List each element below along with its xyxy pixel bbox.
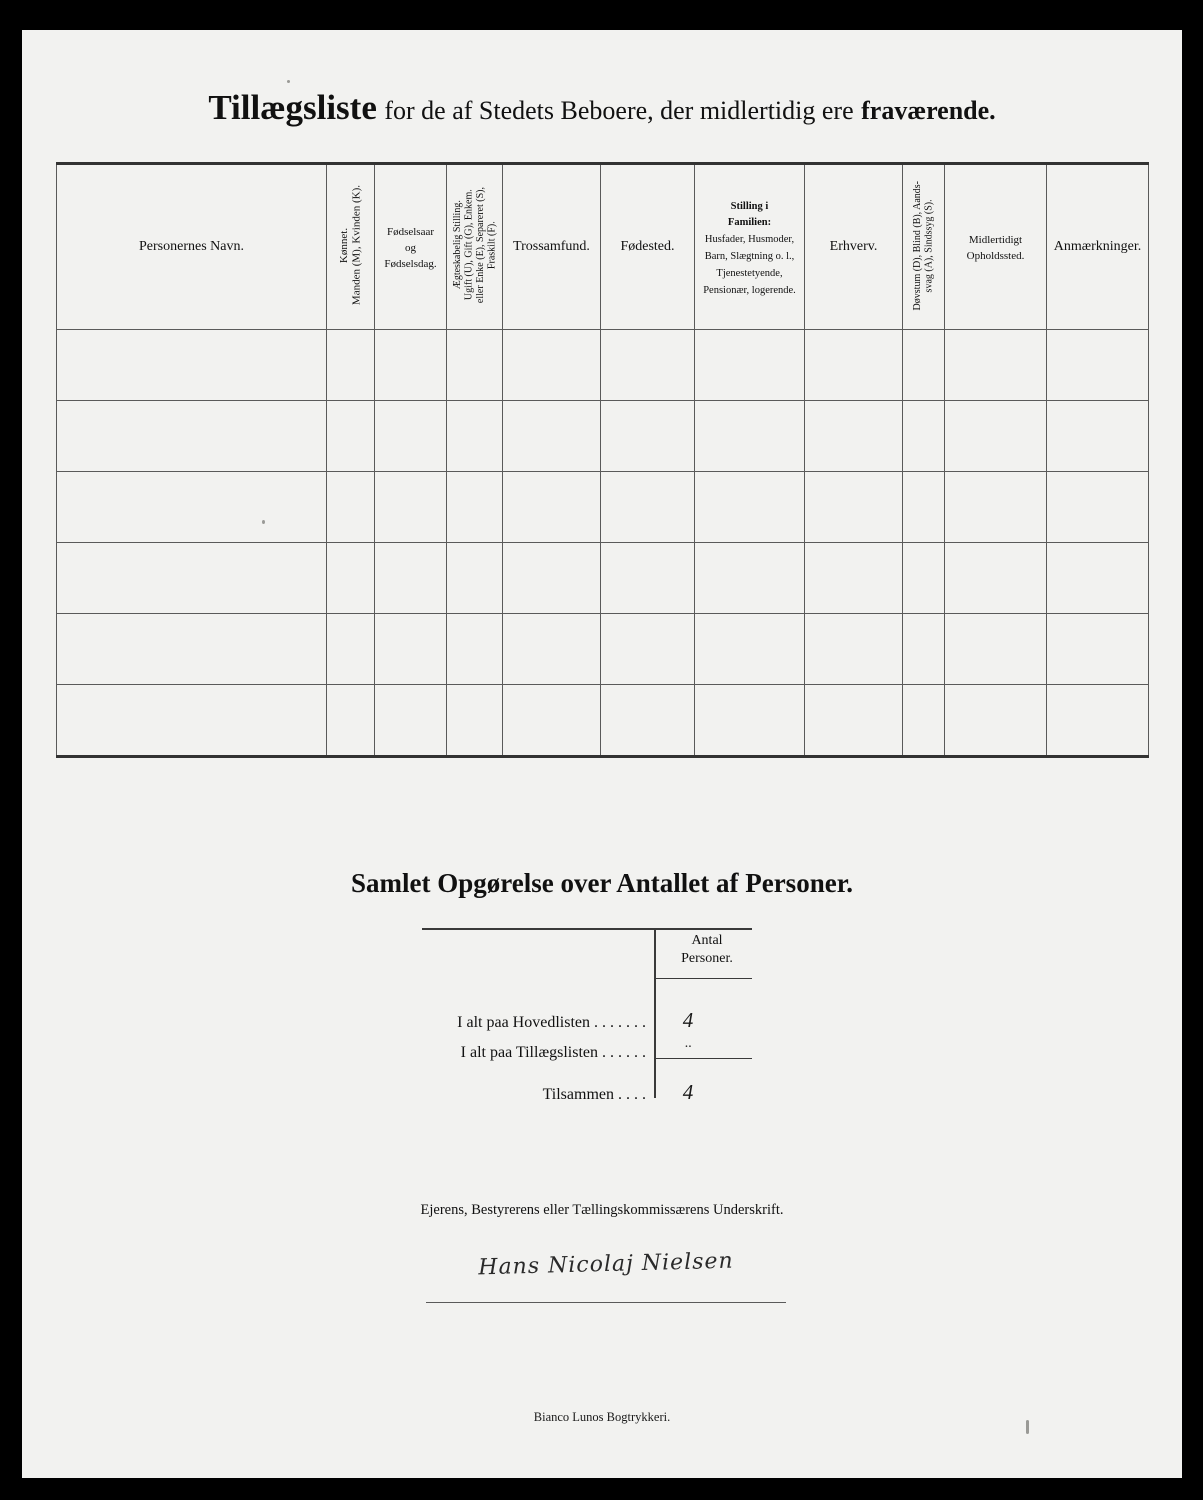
column-header-aegteskabelig-stilling: Ægteskabelig Stilling. Ugift (U), Gift (G), Enkem. eller Enke (E), Separeret (S), Fraskilt (F).: [447, 164, 503, 330]
column-header-trossamfund: Trossamfund.: [503, 164, 601, 330]
column-header-konnet: Kønnet. Manden (M), Kvinden (K).: [327, 164, 375, 330]
column-header-stilling-i-familien: Stilling i Familien: Husfader, Husmoder, Barn, Slægtning o. l., Tjenestetyende, Pensionær, logerende.: [695, 164, 805, 330]
column-header-dovstum-blind: Døvstum (D), Blind (B), Aands- svag (A), Sindssyg (S).: [903, 164, 945, 330]
cell-konnet[interactable]: [327, 472, 375, 543]
table-row[interactable]: [57, 614, 1149, 685]
cell-trossamfund[interactable]: [503, 543, 601, 614]
cell-trossamfund[interactable]: [503, 685, 601, 757]
residents-table: [56, 162, 1149, 758]
cell-trossamfund[interactable]: [503, 401, 601, 472]
cell-fodested[interactable]: [601, 614, 695, 685]
cell-konnet[interactable]: [327, 614, 375, 685]
census-form-page: [22, 30, 1182, 1478]
cell-stilling[interactable]: [695, 614, 805, 685]
cell-fodselsaar[interactable]: [375, 330, 447, 401]
summary-row-value-tilsammen: 4: [682, 1080, 694, 1104]
summary-header-rule: [654, 978, 752, 979]
cell-aegteskabelig[interactable]: [447, 543, 503, 614]
cell-aegteskabelig[interactable]: [447, 330, 503, 401]
cell-fodested[interactable]: [601, 330, 695, 401]
cell-aegteskabelig[interactable]: [447, 685, 503, 757]
cell-trossamfund[interactable]: [503, 330, 601, 401]
column-header-erhverv: Erhverv.: [805, 164, 903, 330]
cell-konnet[interactable]: [327, 401, 375, 472]
cell-navn[interactable]: [57, 330, 327, 401]
paper-speck: [287, 80, 290, 83]
cell-anmaerkninger[interactable]: [1047, 543, 1149, 614]
cell-opholdssted[interactable]: [945, 401, 1047, 472]
cell-konnet[interactable]: [327, 685, 375, 757]
cell-trossamfund[interactable]: [503, 614, 601, 685]
cell-anmaerkninger[interactable]: [1047, 685, 1149, 757]
cell-fodested[interactable]: [601, 472, 695, 543]
cell-opholdssted[interactable]: [945, 472, 1047, 543]
cell-navn[interactable]: [57, 614, 327, 685]
signature-handwriting: Hans Nicolaj Nielsen: [478, 1248, 734, 1281]
cell-stilling[interactable]: [695, 685, 805, 757]
cell-fodested[interactable]: [601, 543, 695, 614]
table-header-row: [57, 164, 1149, 330]
residents-table-wrap: [56, 162, 1148, 758]
summary-row-value-tillaegslisten: ··: [684, 1040, 692, 1055]
cell-navn[interactable]: [57, 685, 327, 757]
cell-anmaerkninger[interactable]: [1047, 401, 1149, 472]
page-title-emphasis: fraværende.: [861, 96, 996, 125]
cell-navn[interactable]: [57, 401, 327, 472]
printer-credit: Bianco Lunos Bogtrykkeri.: [533, 1410, 671, 1424]
table-row[interactable]: [57, 401, 1149, 472]
cell-dovstum[interactable]: [903, 472, 945, 543]
page-title-main: Tillægsliste: [208, 88, 377, 127]
cell-aegteskabelig[interactable]: [447, 472, 503, 543]
cell-aegteskabelig[interactable]: [447, 614, 503, 685]
summary-row-label-hovedlisten: I alt paa Hovedlisten . . . . . . .: [457, 1014, 646, 1031]
column-header-navn: Personernes Navn.: [57, 164, 327, 330]
cell-anmaerkninger[interactable]: [1047, 472, 1149, 543]
cell-erhverv[interactable]: [805, 472, 903, 543]
cell-anmaerkninger[interactable]: [1047, 330, 1149, 401]
table-row[interactable]: [57, 543, 1149, 614]
summary-vertical-rule: [654, 928, 656, 1098]
page-title: [22, 88, 1182, 128]
cell-stilling[interactable]: [695, 472, 805, 543]
summary-total-rule: [654, 1058, 752, 1059]
column-header-midlertidigt-opholdssted: Midlertidigt Opholdssted.: [945, 164, 1047, 330]
cell-opholdssted[interactable]: [945, 614, 1047, 685]
summary-row-value-hovedlisten: 4: [682, 1008, 694, 1032]
cell-erhverv[interactable]: [805, 685, 903, 757]
cell-stilling[interactable]: [695, 330, 805, 401]
page-title-sub: for de af Stedets Beboere, der midlertidig ere: [384, 96, 854, 125]
cell-fodselsaar[interactable]: [375, 472, 447, 543]
signature-caption: Ejerens, Bestyrerens eller Tællingskommissærens Underskrift.: [420, 1202, 784, 1218]
cell-dovstum[interactable]: [903, 330, 945, 401]
cell-dovstum[interactable]: [903, 685, 945, 757]
table-row[interactable]: [57, 685, 1149, 757]
cell-erhverv[interactable]: [805, 543, 903, 614]
cell-konnet[interactable]: [327, 330, 375, 401]
cell-erhverv[interactable]: [805, 330, 903, 401]
cell-fodested[interactable]: [601, 401, 695, 472]
table-row[interactable]: [57, 472, 1149, 543]
cell-trossamfund[interactable]: [503, 472, 601, 543]
cell-erhverv[interactable]: [805, 401, 903, 472]
summary-column-header: Antal Personer.: [681, 933, 733, 966]
cell-dovstum[interactable]: [903, 401, 945, 472]
cell-fodselsaar[interactable]: [375, 401, 447, 472]
cell-dovstum[interactable]: [903, 614, 945, 685]
table-row[interactable]: [57, 330, 1149, 401]
paper-speck: [262, 520, 265, 524]
column-header-fodselsaar: Fødselsaar og Fødselsdag.: [375, 164, 447, 330]
cell-konnet[interactable]: [327, 543, 375, 614]
column-header-fodested: Fødested.: [601, 164, 695, 330]
table-body: [57, 330, 1149, 757]
cell-navn[interactable]: [57, 543, 327, 614]
cell-fodested[interactable]: [601, 685, 695, 757]
summary-top-rule: [422, 928, 752, 930]
paper-speck: [1026, 1420, 1029, 1434]
cell-opholdssted[interactable]: [945, 330, 1047, 401]
summary-row-label-tilsammen: Tilsammen . . . .: [542, 1086, 646, 1103]
cell-fodselsaar[interactable]: [375, 685, 447, 757]
cell-anmaerkninger[interactable]: [1047, 614, 1149, 685]
cell-aegteskabelig[interactable]: [447, 401, 503, 472]
cell-dovstum[interactable]: [903, 543, 945, 614]
summary-heading: Samlet Opgørelse over Antallet af Personer.: [351, 868, 853, 898]
signature-rule: [426, 1302, 786, 1303]
cell-opholdssted[interactable]: [945, 543, 1047, 614]
summary-box: [422, 928, 752, 1104]
cell-opholdssted[interactable]: [945, 685, 1047, 757]
cell-stilling[interactable]: [695, 543, 805, 614]
summary-row-label-tillaegslisten: I alt paa Tillægslisten . . . . . .: [460, 1044, 646, 1061]
column-header-anmaerkninger: Anmærkninger.: [1047, 164, 1149, 330]
cell-fodselsaar[interactable]: [375, 614, 447, 685]
cell-stilling[interactable]: [695, 401, 805, 472]
cell-navn[interactable]: [57, 472, 327, 543]
cell-erhverv[interactable]: [805, 614, 903, 685]
cell-fodselsaar[interactable]: [375, 543, 447, 614]
